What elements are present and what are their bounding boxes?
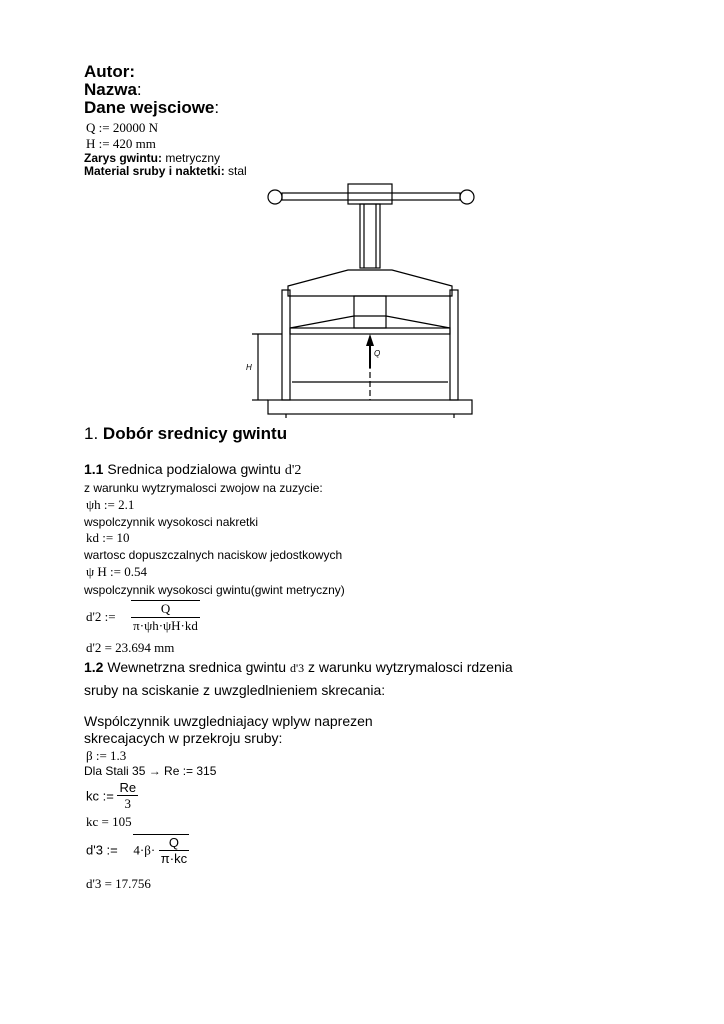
- subsection-1-2-title-b: z warunku wytzrymalosci rdzenia: [304, 659, 513, 675]
- material-line: [84, 164, 247, 178]
- psi-h-description: wspolczynnik wysokosci nakretki: [84, 515, 259, 529]
- material-label: Material sruby i naktetki:: [84, 164, 225, 178]
- coefficient-text-b: skrecajacych w przekroju sruby:: [84, 730, 283, 746]
- thread-profile-value: metryczny: [162, 151, 221, 165]
- h-definition: H := 420 mm: [86, 136, 156, 151]
- material-value: stal: [224, 164, 247, 178]
- section-1-title: Dobór srednicy gwintu: [98, 424, 288, 443]
- pressing-plate: [290, 328, 450, 334]
- subsection-1-1-number: 1.1: [84, 461, 104, 477]
- d2-denominator: π·ψh·ψH·kd: [133, 618, 198, 633]
- steel-re-definition: Dla Stali 35 → Re := 315: [84, 764, 217, 778]
- psi-h-definition: ψh := 2.1: [86, 497, 135, 512]
- d3-result: d'3 = 17.756: [86, 876, 151, 891]
- left-post: [282, 290, 290, 400]
- d3-fraction: [159, 835, 189, 866]
- force-arrowhead: [366, 334, 374, 346]
- section-1-number: 1.: [84, 424, 99, 443]
- kd-definition: kd := 10: [86, 530, 130, 545]
- kc-fraction: [117, 780, 138, 812]
- subsection-1-2-number: 1.2: [84, 659, 104, 675]
- nut: [354, 296, 386, 328]
- author-label: Autor:: [84, 62, 135, 81]
- psi-H-definition: ψ H := 0.54: [86, 564, 147, 579]
- d3-prefix: 4·β·: [133, 842, 156, 858]
- base-plate: [268, 400, 472, 414]
- handle-knob-left: [268, 190, 282, 204]
- d3-symbol: d'3: [289, 661, 305, 675]
- d3-formula: [86, 834, 189, 866]
- d3-denominator: π·kc: [160, 851, 188, 866]
- d2-formula-lhs: d'2 :=: [86, 609, 116, 624]
- height-label: H: [246, 363, 252, 372]
- screw-press-drawing: [240, 178, 490, 418]
- thread-profile-label: Zarys gwintu:: [84, 151, 163, 165]
- coefficient-text-a: Wspólczynnik uwzgledniajacy wplyw naprezen: [84, 713, 373, 729]
- name-label: [84, 80, 142, 100]
- d2-numerator: Q: [131, 601, 200, 618]
- subsection-1-2-heading: [84, 659, 513, 676]
- d2-symbol: d'2: [284, 463, 302, 478]
- subsection-1-1-title: Srednica podzialowa gwintu: [103, 461, 285, 477]
- kd-description: wartosc dopuszczalnych naciskow jedostkowych: [84, 548, 343, 562]
- kc-denominator: 3: [124, 796, 132, 811]
- right-post: [450, 290, 458, 400]
- beta-definition: β := 1.3: [86, 748, 127, 763]
- input-data-heading-colon: :: [214, 98, 220, 117]
- kc-formula: [86, 780, 138, 812]
- d3-sqrt: [133, 834, 189, 866]
- wear-condition-text: z warunku wytzrymalosci zwojow na zuzycie:: [84, 481, 323, 495]
- handle-hub: [348, 184, 392, 204]
- d2-fraction: [131, 601, 200, 634]
- d3-formula-lhs: d'3 :=: [86, 842, 118, 858]
- subsection-1-1-heading: [84, 461, 301, 479]
- d3-numerator: Q: [159, 835, 189, 851]
- kc-result: kc = 105: [86, 814, 132, 829]
- force-label: Q: [374, 349, 381, 358]
- subsection-1-2-title-c: sruby na sciskanie z uwzgledlnieniem skrecania:: [84, 682, 386, 698]
- input-data-heading-text: Dane wejsciowe: [84, 98, 215, 117]
- screw-shaft: [360, 204, 380, 268]
- d2-formula: [86, 600, 200, 634]
- d2-result: d'2 = 23.694 mm: [86, 640, 175, 655]
- handle-bar: [282, 193, 460, 200]
- thread-profile-line: [84, 151, 220, 165]
- input-data-heading: [84, 98, 219, 118]
- kc-formula-lhs: kc :=: [86, 788, 114, 804]
- psi-H-description: wspolczynnik wysokosci gwintu(gwint metryczny): [84, 583, 345, 597]
- top-beam: [288, 270, 452, 296]
- d2-sqrt: [131, 600, 200, 634]
- kc-numerator: Re: [119, 780, 137, 795]
- subsection-1-2-title-a: Wewnetrzna srednica gwintu: [103, 659, 290, 675]
- q-definition: Q := 20000 N: [86, 120, 158, 135]
- name-label-text: Nazwa: [84, 80, 137, 99]
- section-1-heading: [84, 424, 287, 444]
- handle-knob-right: [460, 190, 474, 204]
- name-label-colon: :: [136, 80, 142, 99]
